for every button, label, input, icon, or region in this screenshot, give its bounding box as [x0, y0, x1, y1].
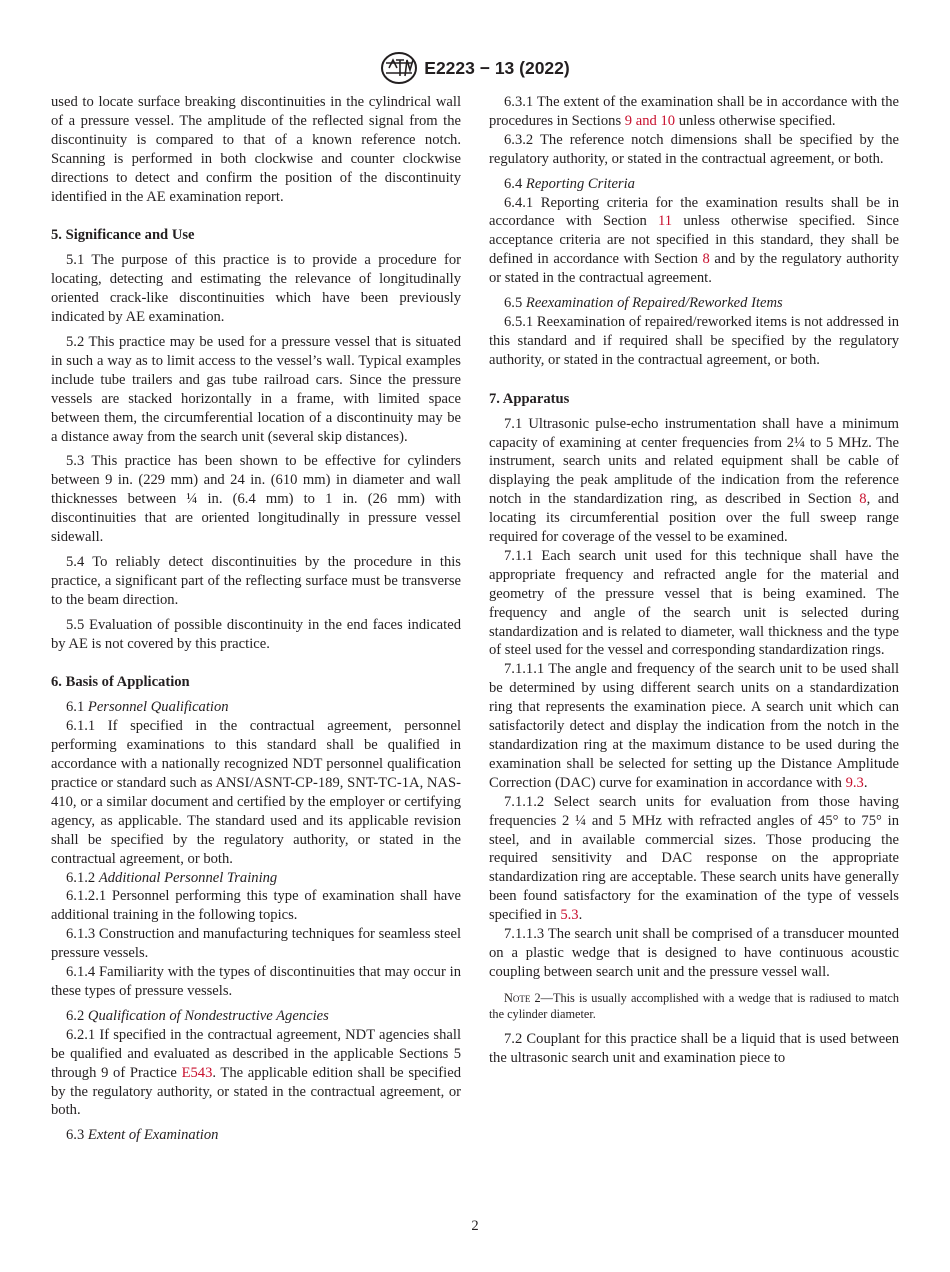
reference-link-9-3[interactable]: 9.3 [845, 774, 864, 791]
paragraph-6-3-1: 6.3.1 The extent of the examination shall be in accordance with the procedures in Sections 9 and 10 unless otherwise specified. [489, 94, 899, 129]
reference-link-section-8[interactable]: 8 [702, 251, 710, 268]
paragraph-6-2-1: 6.2.1 If specified in the contractual agreement, NDT agencies shall be qualified and evaluated as described in the applicable Sections 5 through 9 of Practice E543. The applicable edition shall be specified by the regulatory authority, or stated in the contractual agreement, or both. [51, 1026, 461, 1119]
paragraph-5-3: 5.3 This practice has been shown to be effective for cylinders between 9 in. (229 mm) and 24 in. (610 mm) in diameter and wall thicknesses between ¼ in. (6.4 mm) to 1 in. (26 mm) with discontinuities that are oriented longitudinally in pressure vessel sidewall. [51, 453, 461, 546]
subheading-6-1: 6.1 Personnel Qualification [66, 699, 229, 716]
paragraph-7-1-1: 7.1.1 Each search unit used for this technique shall have the appropriate frequency and refracted angle for the material and geometry of the pressure vessel that is being examined. The frequency and angle of the search unit is selected during standardization and is related to diameter, wall thickness and the type of steel used for the vessel and corresponding standardization rings. [489, 547, 899, 659]
right-column [489, 93, 899, 1068]
paragraph-6-1-2-1: 6.1.2.1 Personnel performing this type of examination shall have additional training in the following topics. [51, 888, 461, 924]
paragraph-5-1: 5.1 The purpose of this practice is to provide a procedure for locating, detecting and estimating the relevance of longitudinally oriented crack-like discontinuities which have been previously indicated by AE examination. [51, 252, 461, 326]
reference-link-e543[interactable]: E543 [181, 1064, 213, 1081]
reference-link-sections-9-10[interactable]: 9 and 10 [624, 112, 676, 129]
paragraph-7-1-1-1: 7.1.1.1 The angle and frequency of the search unit to be used shall be determined by using different search units on a standardization ring that represents the examination piece. A search unit which can satisfactorily detect and display the indication from the notch in the standardization ring at the maximum distance to be used during the examination shall be selected for setting up the Distance Amplitude Correction (DAC) curve for examination in accordance with 9.3. [489, 661, 899, 791]
page-number: 2 [471, 1218, 479, 1234]
paragraph-5-5: 5.5 Evaluation of possible discontinuity in the end faces indicated by AE is not covered by this practice. [51, 616, 461, 652]
section-7-heading: 7. Apparatus [489, 390, 570, 407]
reference-link-section-11[interactable]: 11 [658, 213, 673, 230]
paragraph-7-1-1-3: 7.1.1.3 The search unit shall be comprised of a transducer mounted on a plastic wedge that is designed to have continuous acoustic coupling between search unit and the pressure vessel wall. [489, 926, 899, 980]
subheading-6-2: 6.2 Qualification of Nondestructive Agencies [66, 1007, 329, 1024]
section-6-heading: 6. Basis of Application [51, 674, 190, 691]
astm-logo-icon [380, 51, 418, 85]
paragraph-7-1-1-2: 7.1.1.2 Select search units for evaluation from those having frequencies 2 ¼ and 5 MHz with refracted angles of 45° to 75° in steel, and in available commercial sizes. Those producing the required sensitivity and DAC response on the appropriate standardization ring are acceptable. These search units have generally been found satisfactory for the examination of the type of vessels specified in 5.3. [489, 793, 899, 924]
subheading-6-1-2: 6.1.2 Additional Personnel Training [66, 869, 278, 886]
reference-link-5-3[interactable]: 5.3 [560, 907, 579, 924]
reference-link-section-8-b[interactable]: 8 [859, 491, 867, 508]
paragraph-intro-continuation: used to locate surface breaking discontinuities in the cylindrical wall of a pressure vessel. The amplitude of the reflected signal from the discontinuity is compared to that of a known reference notch. Scanning is performed in both clockwise and counter clockwise directions to detect and confirm the position of the discontinuity identified in the AE examination report. [51, 94, 461, 205]
subheading-6-5: 6.5 Reexamination of Repaired/Reworked Items [504, 295, 783, 312]
note-2: Note 2—This is usually accomplished with a wedge that is radiused to match the cylinder diameter. [489, 990, 899, 1021]
paragraph-6-1-4: 6.1.4 Familiarity with the types of discontinuities that may occur in these types of pressure vessels. [51, 964, 461, 999]
left-column [51, 93, 461, 1145]
paragraph-6-4-1: 6.4.1 Reporting criteria for the examination results shall be in accordance with Section 11 unless otherwise specified. Since acceptance criteria are not specified in this standard, they shall be defined in accordance with Section 8 and by the regulatory authority or stated in the contractual agreement. [489, 194, 899, 287]
paragraph-7-1: 7.1 Ultrasonic pulse-echo instrumentation shall have a minimum capacity of examining at center frequencies from 2¼ to 5 MHz. The instrument, search units and related equipment shall be cable of displaying the peak amplitude of the indication from the reference notch in the standardization ring, as described in Section 8, and locating its circumferential position over the full sweep range required for coverage of the vessel to be examined. [489, 415, 899, 546]
subheading-6-4: 6.4 Reporting Criteria [504, 175, 635, 192]
paragraph-6-1-3: 6.1.3 Construction and manufacturing techniques for seamless steel pressure vessels. [51, 926, 461, 962]
paragraph-5-4: 5.4 To reliably detect discontinuities by the procedure in this practice, a significant part of the reflecting surface must be transverse to the beam direction. [51, 553, 461, 608]
paragraph-6-5-1: 6.5.1 Reexamination of repaired/reworked items is not addressed in this standard and if required shall be specified by the regulatory authority, or stated in the contractual agreement, or both. [489, 313, 899, 368]
page-header [0, 50, 950, 86]
paragraph-6-1-1: 6.1.1 If specified in the contractual agreement, personnel performing examinations to this standard shall be qualified in accordance with a nationally recognized NDT personnel qualification practice or standard such as ANSI/ASNT-CP-189, SNT-TC-1A, NAS-410, or a similar document and certified by the employer or certifying agency, as applicable. The standard used and its applicable revision shall be specified by the regulatory authority, or stated in the contractual agreement, or both. [51, 718, 461, 867]
paragraph-6-3-2: 6.3.2 The reference notch dimensions shall be specified by the regulatory authority, or stated in the contractual agreement, or both. [489, 131, 899, 167]
paragraph-7-2: 7.2 Couplant for this practice shall be a liquid that is used between the ultrasonic search unit and examination piece to [489, 1030, 899, 1066]
standard-designation: E2223 − 13 (2022) [424, 57, 570, 78]
paragraph-5-2: 5.2 This practice may be used for a pressure vessel that is situated in such a way as to limit access to the vessel’s wall. Typical examples include tube trailers and gas tube railroad cars. Since the pressure vessels are stacked horizontally in a frame, with limited space between them, the circumferential location of a discontinuity may be a distance away from the search unit (several skip distances). [51, 333, 461, 445]
section-5-heading: 5. Significance and Use [51, 227, 195, 244]
subheading-6-3: 6.3 Extent of Examination [66, 1127, 219, 1144]
